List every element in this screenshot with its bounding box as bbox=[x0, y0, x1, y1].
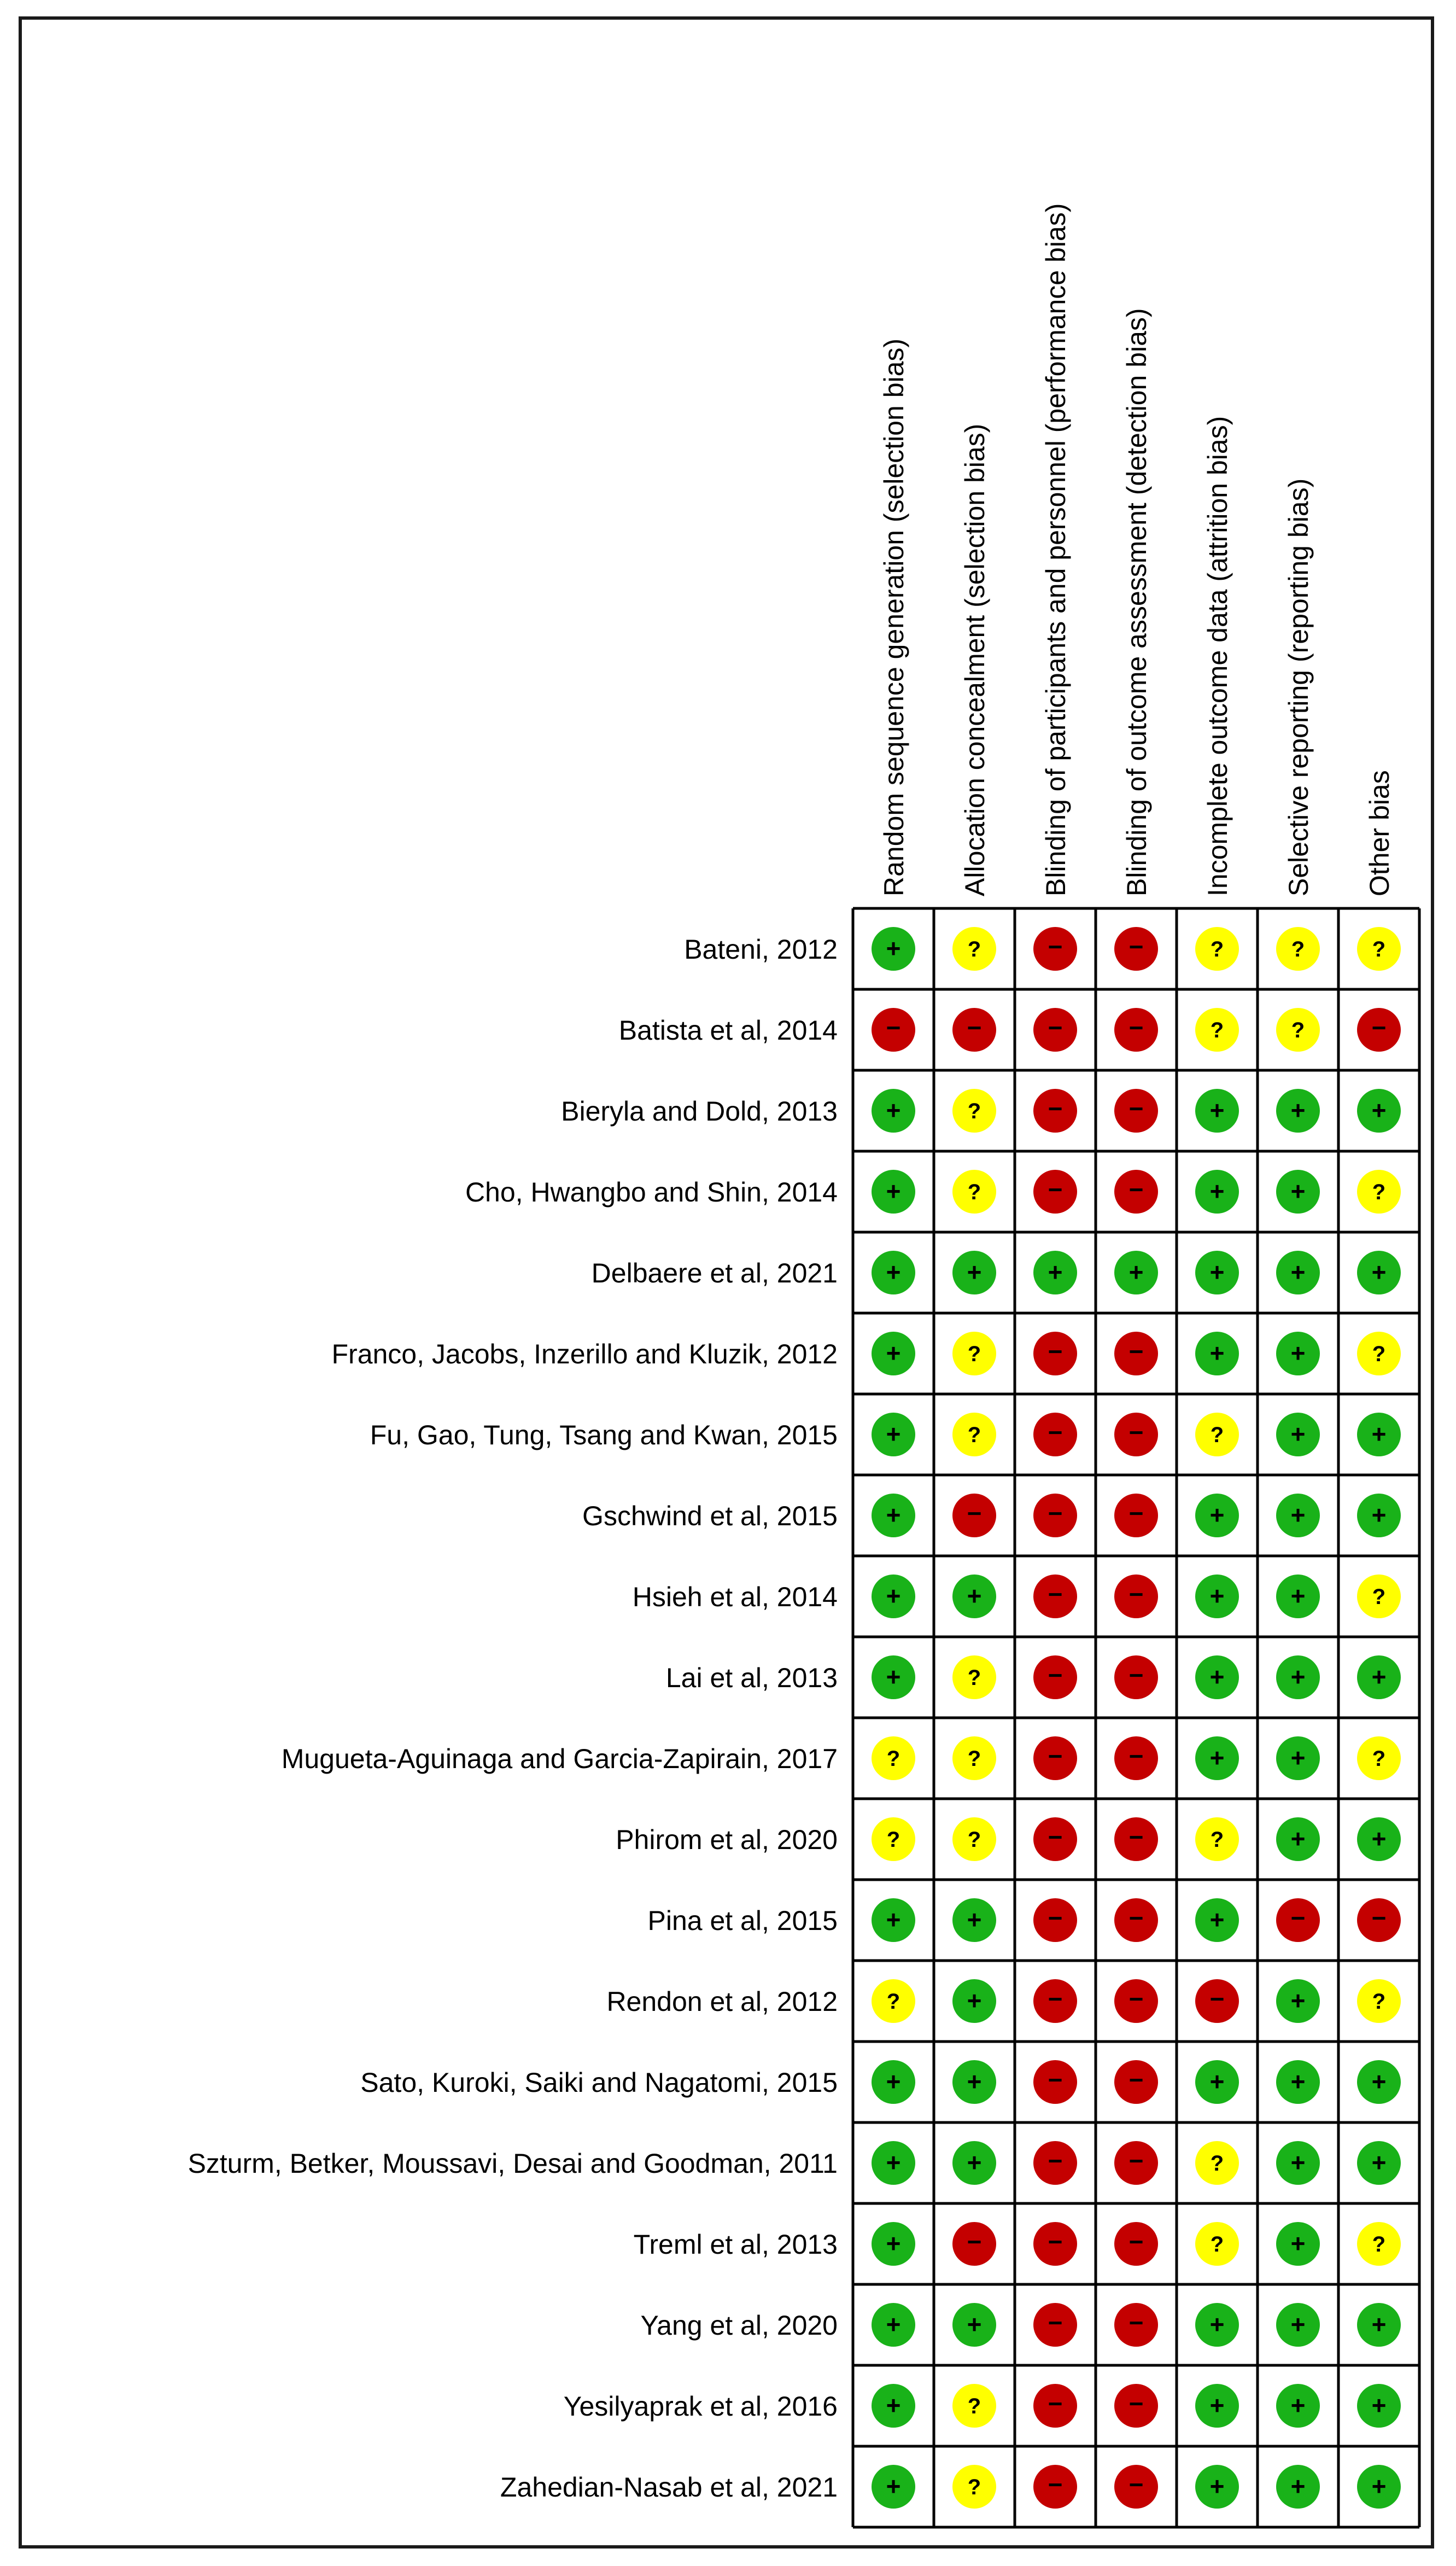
study-label: Bateni, 2012 bbox=[684, 934, 838, 965]
risk-judgement-symbol: + bbox=[967, 1582, 982, 1610]
risk-judgement-symbol: + bbox=[886, 1582, 901, 1610]
study-label: Gschwind et al, 2015 bbox=[582, 1501, 838, 1531]
risk-judgement-symbol: + bbox=[1290, 2472, 1306, 2500]
risk-judgement-symbol: ? bbox=[967, 1747, 981, 1771]
risk-judgement-symbol: + bbox=[1290, 2310, 1306, 2338]
risk-judgement-symbol: ? bbox=[1372, 1585, 1386, 1609]
risk-judgement-symbol: + bbox=[886, 1501, 901, 1529]
risk-judgement-symbol: ? bbox=[967, 1666, 981, 1690]
risk-judgement-symbol: + bbox=[1128, 1258, 1144, 1286]
risk-judgement-symbol: − bbox=[967, 1013, 982, 1042]
risk-judgement-symbol: − bbox=[967, 1499, 982, 1527]
risk-judgement-symbol: − bbox=[1371, 1013, 1387, 1042]
risk-judgement-symbol: ? bbox=[886, 1747, 901, 1771]
risk-judgement-symbol: + bbox=[886, 1096, 901, 1124]
risk-judgement-symbol: ? bbox=[967, 1099, 981, 1123]
risk-judgement-symbol: + bbox=[1371, 1501, 1387, 1529]
risk-judgement-symbol: − bbox=[1048, 2470, 1063, 2499]
risk-judgement-symbol: − bbox=[1128, 1661, 1144, 1689]
study-label: Zahedian-Nasab et al, 2021 bbox=[500, 2472, 838, 2503]
risk-judgement-symbol: ? bbox=[886, 1990, 901, 2014]
risk-judgement-symbol: ? bbox=[1372, 1990, 1386, 2014]
study-label: Phirom et al, 2020 bbox=[616, 1824, 838, 1855]
risk-judgement-symbol: ? bbox=[1210, 1018, 1224, 1042]
column-header: Blinding of participants and personnel (performance bias) bbox=[1040, 203, 1071, 896]
risk-judgement-symbol: ? bbox=[967, 937, 981, 961]
risk-judgement-symbol: + bbox=[886, 1339, 901, 1367]
risk-judgement-symbol: + bbox=[886, 2067, 901, 2096]
risk-judgement-symbol: + bbox=[886, 1905, 901, 1934]
risk-judgement-symbol: + bbox=[1290, 1258, 1306, 1286]
study-label: Mugueta-Aguinaga and Garcia-Zapirain, 2017 bbox=[281, 1743, 838, 1774]
risk-judgement-symbol: − bbox=[1048, 1661, 1063, 1689]
risk-judgement-symbol: + bbox=[1048, 1258, 1063, 1286]
risk-judgement-symbol: − bbox=[1128, 2066, 1144, 2094]
risk-judgement-symbol: + bbox=[1209, 1177, 1225, 1205]
risk-judgement-symbol: − bbox=[1048, 2389, 1063, 2418]
study-label: Rendon et al, 2012 bbox=[606, 1986, 838, 2017]
risk-judgement-symbol: ? bbox=[1372, 1180, 1386, 1204]
risk-judgement-symbol: − bbox=[1128, 2389, 1144, 2418]
risk-judgement-symbol: + bbox=[1209, 2391, 1225, 2419]
study-label: Hsieh et al, 2014 bbox=[632, 1582, 838, 1612]
risk-judgement-symbol: − bbox=[1048, 2066, 1063, 2094]
risk-judgement-symbol: ? bbox=[967, 2475, 981, 2499]
study-label: Sato, Kuroki, Saiki and Nagatomi, 2015 bbox=[360, 2067, 838, 2098]
study-label: Treml et al, 2013 bbox=[633, 2229, 838, 2260]
risk-judgement-symbol: + bbox=[886, 934, 901, 963]
risk-judgement-symbol: + bbox=[967, 2148, 982, 2177]
risk-judgement-symbol: − bbox=[1048, 1580, 1063, 1608]
risk-judgement-symbol: + bbox=[1371, 2391, 1387, 2419]
risk-judgement-symbol: + bbox=[1290, 1824, 1306, 1853]
risk-judgement-symbol: + bbox=[1290, 2148, 1306, 2177]
risk-judgement-symbol: − bbox=[1048, 1742, 1063, 1770]
risk-judgement-symbol: − bbox=[1290, 1904, 1306, 1932]
risk-judgement-symbol: + bbox=[1290, 1501, 1306, 1529]
risk-judgement-symbol: + bbox=[1290, 1177, 1306, 1205]
risk-judgement-symbol: − bbox=[1128, 1904, 1144, 1932]
risk-judgement-symbol: + bbox=[886, 1663, 901, 1691]
risk-judgement-symbol: + bbox=[1209, 1905, 1225, 1934]
study-label: Bieryla and Dold, 2013 bbox=[561, 1096, 838, 1127]
risk-judgement-symbol: − bbox=[886, 1013, 901, 1042]
risk-judgement-symbol: − bbox=[1128, 2147, 1144, 2175]
risk-judgement-symbol: − bbox=[1048, 1013, 1063, 1042]
risk-judgement-symbol: − bbox=[967, 2227, 982, 2256]
study-label: Lai et al, 2013 bbox=[665, 1663, 838, 1693]
risk-judgement-symbol: ? bbox=[1372, 2232, 1386, 2256]
risk-judgement-symbol: ? bbox=[1210, 937, 1224, 961]
risk-judgement-symbol: − bbox=[1128, 2470, 1144, 2499]
risk-judgement-symbol: ? bbox=[886, 1828, 901, 1852]
risk-judgement-symbol: ? bbox=[1210, 2232, 1224, 2256]
study-label: Yang et al, 2020 bbox=[640, 2310, 838, 2341]
risk-judgement-symbol: + bbox=[886, 2310, 901, 2338]
risk-judgement-symbol: − bbox=[1128, 1580, 1144, 1608]
risk-judgement-symbol: − bbox=[1128, 1823, 1144, 1851]
risk-judgement-symbol: + bbox=[1290, 2229, 1306, 2258]
risk-judgement-symbol: − bbox=[1128, 1094, 1144, 1123]
risk-judgement-symbol: + bbox=[886, 2148, 901, 2177]
risk-judgement-symbol: + bbox=[1209, 1501, 1225, 1529]
risk-judgement-symbol: + bbox=[1209, 1663, 1225, 1691]
risk-judgement-symbol: − bbox=[1128, 1985, 1144, 2013]
risk-judgement-symbol: ? bbox=[967, 1342, 981, 1366]
risk-judgement-symbol: − bbox=[1048, 1985, 1063, 2013]
risk-judgement-symbol: + bbox=[1290, 1339, 1306, 1367]
risk-judgement-symbol: − bbox=[1048, 2308, 1063, 2337]
risk-judgement-symbol: − bbox=[1048, 1823, 1063, 1851]
risk-judgement-symbol: + bbox=[1371, 2148, 1387, 2177]
column-header: Blinding of outcome assessment (detection bias) bbox=[1121, 308, 1152, 896]
risk-judgement-symbol: − bbox=[1128, 1742, 1144, 1770]
risk-judgement-symbol: + bbox=[1209, 1258, 1225, 1286]
chart-frame bbox=[19, 16, 1434, 2548]
risk-judgement-symbol: + bbox=[1290, 2067, 1306, 2096]
risk-judgement-symbol: + bbox=[1209, 1096, 1225, 1124]
risk-judgement-symbol: ? bbox=[1291, 937, 1305, 961]
risk-judgement-symbol: + bbox=[1371, 2310, 1387, 2338]
risk-judgement-symbol: ? bbox=[1210, 1423, 1224, 1447]
risk-judgement-symbol: + bbox=[967, 1258, 982, 1286]
study-label: Delbaere et al, 2021 bbox=[591, 1258, 838, 1288]
risk-judgement-symbol: + bbox=[1209, 1743, 1225, 1772]
study-label: Yesilyaprak et al, 2016 bbox=[563, 2391, 838, 2422]
study-label: Fu, Gao, Tung, Tsang and Kwan, 2015 bbox=[370, 1420, 838, 1450]
risk-judgement-symbol: + bbox=[967, 1905, 982, 1934]
column-header: Incomplete outcome data (attrition bias) bbox=[1202, 416, 1233, 896]
risk-judgement-symbol: + bbox=[886, 1420, 901, 1448]
risk-judgement-symbol: − bbox=[1128, 2227, 1144, 2256]
column-header: Other bias bbox=[1364, 770, 1395, 896]
risk-judgement-symbol: + bbox=[1209, 1339, 1225, 1367]
risk-judgement-symbol: + bbox=[886, 2472, 901, 2500]
risk-judgement-symbol: + bbox=[1209, 2472, 1225, 2500]
risk-judgement-symbol: − bbox=[1128, 1175, 1144, 1204]
column-header: Allocation concealment (selection bias) bbox=[960, 423, 990, 896]
risk-judgement-symbol: + bbox=[1371, 1663, 1387, 1691]
risk-judgement-symbol: + bbox=[1290, 1743, 1306, 1772]
risk-judgement-symbol: − bbox=[1048, 2147, 1063, 2175]
risk-judgement-symbol: ? bbox=[967, 2394, 981, 2418]
risk-judgement-symbol: + bbox=[1209, 1582, 1225, 1610]
risk-judgement-symbol: − bbox=[1048, 2227, 1063, 2256]
risk-judgement-symbol: + bbox=[967, 1986, 982, 2015]
risk-judgement-symbol: − bbox=[1128, 1013, 1144, 1042]
risk-judgement-symbol: ? bbox=[1372, 1342, 1386, 1366]
risk-judgement-symbol: ? bbox=[1210, 2151, 1224, 2176]
risk-judgement-symbol: ? bbox=[1372, 937, 1386, 961]
risk-judgement-symbol: + bbox=[1290, 2391, 1306, 2419]
risk-judgement-symbol: − bbox=[1048, 1499, 1063, 1527]
risk-judgement-symbol: + bbox=[967, 2067, 982, 2096]
risk-judgement-symbol: ? bbox=[1372, 1747, 1386, 1771]
study-label: Cho, Hwangbo and Shin, 2014 bbox=[465, 1177, 838, 1208]
risk-judgement-symbol: + bbox=[1290, 1096, 1306, 1124]
risk-judgement-symbol: + bbox=[1371, 1420, 1387, 1448]
study-label: Franco, Jacobs, Inzerillo and Kluzik, 2012 bbox=[331, 1339, 838, 1369]
risk-judgement-symbol: + bbox=[1290, 1420, 1306, 1448]
risk-of-bias-summary-chart bbox=[22, 20, 1431, 2545]
column-header: Random sequence generation (selection bias) bbox=[879, 338, 909, 896]
column-header: Selective reporting (reporting bias) bbox=[1283, 478, 1314, 896]
risk-judgement-symbol: + bbox=[1371, 2472, 1387, 2500]
risk-judgement-symbol: + bbox=[886, 1177, 901, 1205]
risk-judgement-symbol: − bbox=[1048, 1175, 1063, 1204]
risk-judgement-symbol: − bbox=[1048, 1904, 1063, 1932]
risk-judgement-symbol: ? bbox=[967, 1828, 981, 1852]
risk-judgement-symbol: + bbox=[1290, 1986, 1306, 2015]
risk-judgement-symbol: − bbox=[1128, 1499, 1144, 1527]
risk-judgement-symbol: + bbox=[1290, 1582, 1306, 1610]
risk-judgement-symbol: − bbox=[1128, 1418, 1144, 1447]
risk-judgement-symbol: − bbox=[1128, 932, 1144, 961]
risk-judgement-symbol: + bbox=[886, 2391, 901, 2419]
risk-judgement-symbol: − bbox=[1209, 1985, 1225, 2013]
risk-judgement-symbol: + bbox=[886, 1258, 901, 1286]
risk-judgement-symbol: − bbox=[1048, 1337, 1063, 1366]
risk-judgement-symbol: + bbox=[1371, 1824, 1387, 1853]
risk-judgement-symbol: + bbox=[1371, 1258, 1387, 1286]
risk-judgement-symbol: − bbox=[1048, 932, 1063, 961]
risk-judgement-symbol: − bbox=[1128, 1337, 1144, 1366]
risk-judgement-symbol: − bbox=[1048, 1094, 1063, 1123]
risk-judgement-symbol: ? bbox=[1291, 1018, 1305, 1042]
risk-judgement-symbol: + bbox=[1209, 2310, 1225, 2338]
risk-judgement-symbol: ? bbox=[967, 1423, 981, 1447]
study-label: Szturm, Betker, Moussavi, Desai and Goodman, 2011 bbox=[188, 2148, 838, 2179]
risk-judgement-symbol: + bbox=[967, 2310, 982, 2338]
risk-judgement-symbol: + bbox=[1290, 1663, 1306, 1691]
risk-judgement-symbol: + bbox=[886, 2229, 901, 2258]
risk-judgement-symbol: ? bbox=[1210, 1828, 1224, 1852]
risk-judgement-symbol: − bbox=[1371, 1904, 1387, 1932]
risk-judgement-symbol: − bbox=[1048, 1418, 1063, 1447]
risk-judgement-symbol: + bbox=[1209, 2067, 1225, 2096]
risk-judgement-symbol: ? bbox=[967, 1180, 981, 1204]
risk-judgement-symbol: + bbox=[1371, 2067, 1387, 2096]
study-label: Batista et al, 2014 bbox=[618, 1015, 838, 1046]
risk-judgement-symbol: + bbox=[1371, 1096, 1387, 1124]
study-label: Pina et al, 2015 bbox=[647, 1905, 838, 1936]
risk-judgement-symbol: − bbox=[1128, 2308, 1144, 2337]
